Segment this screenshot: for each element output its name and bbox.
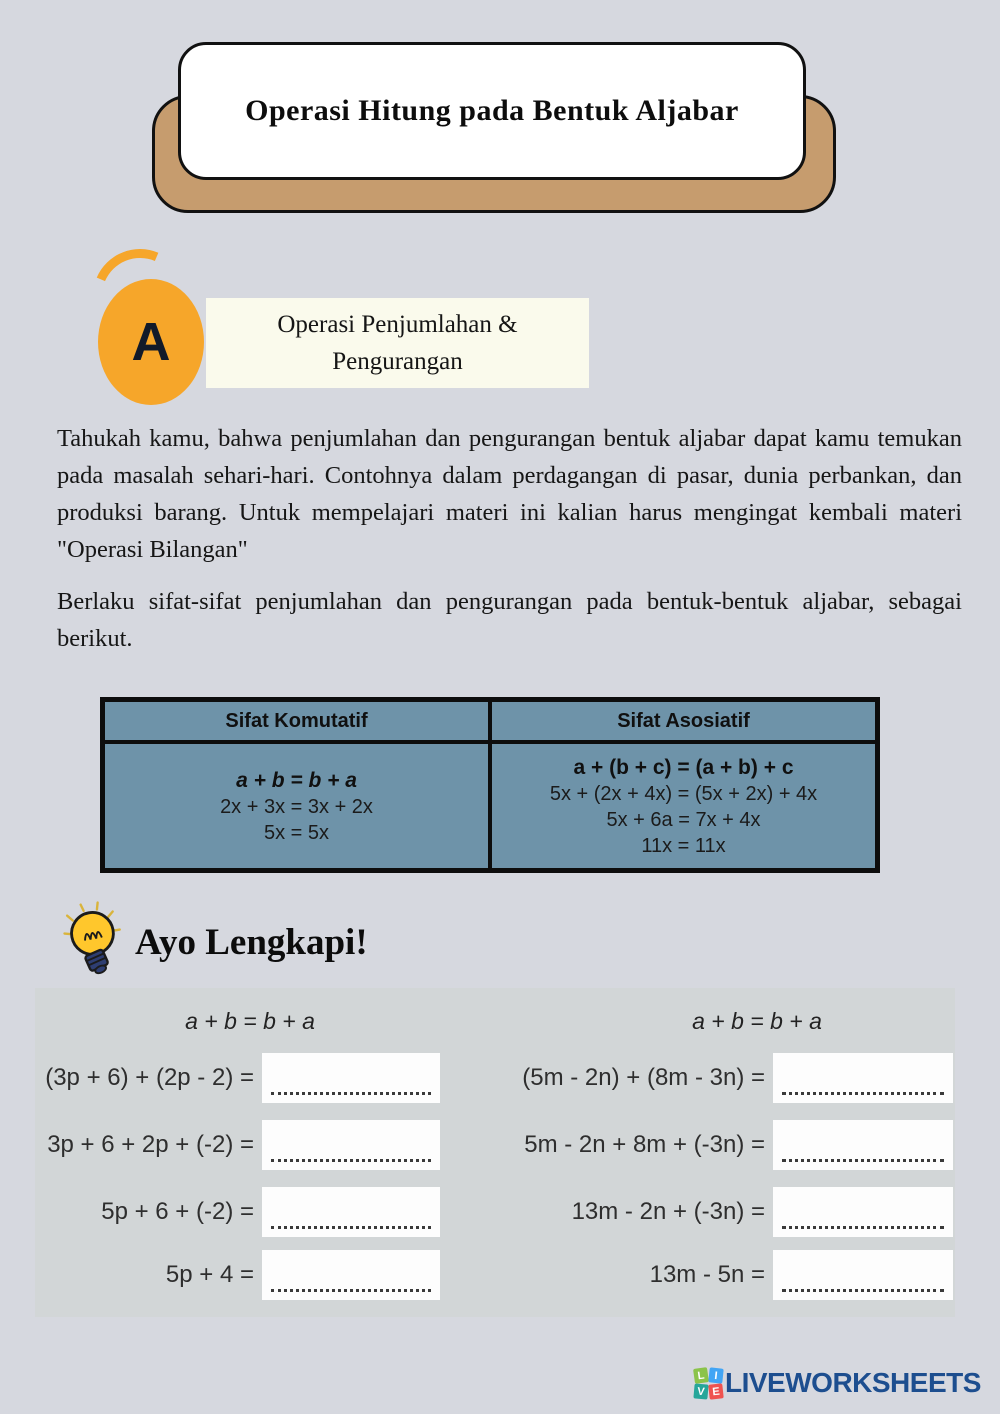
logo-tile-v: V — [693, 1383, 708, 1399]
section-badge-letter: A — [131, 312, 171, 372]
logo-tile-e: E — [708, 1383, 723, 1399]
right-row1-label: (5m - 2n) + (8m - 3n) = — [522, 1064, 765, 1091]
logo-tile-l: L — [693, 1367, 709, 1384]
table-cell-asosiatif — [492, 744, 875, 868]
left-row3-answer-field[interactable] — [262, 1187, 440, 1237]
table-cell-komutatif — [105, 744, 488, 868]
asosiatif-example-3: 11x = 11x — [641, 834, 726, 857]
right-row3-label: 13m - 2n + (-3n) = — [571, 1198, 765, 1225]
right-row3-answer-field[interactable] — [773, 1187, 953, 1237]
exercise-column-right — [495, 988, 955, 1317]
liveworksheets-tiles-icon — [694, 1368, 723, 1399]
left-row1-answer-field[interactable] — [262, 1053, 440, 1103]
right-row1-answer-field[interactable] — [773, 1053, 953, 1103]
table-header-komutatif: Sifat Komutatif — [105, 702, 488, 740]
section-label-line1: Operasi Penjumlahan & — [277, 311, 518, 338]
table-header-asosiatif: Sifat Asosiatif — [492, 702, 875, 740]
activity-heading-row — [55, 898, 368, 986]
left-row1-label: (3p + 6) + (2p - 2) = — [45, 1064, 254, 1091]
left-row4-label: 5p + 4 = — [165, 1261, 254, 1288]
section-badge — [98, 279, 204, 405]
komutatif-example-1: 2x + 3x = 3x + 2x — [220, 795, 373, 818]
title-banner — [178, 42, 806, 180]
logo-tile-i: I — [708, 1367, 723, 1383]
right-column-formula: a + b = b + a — [692, 1008, 822, 1034]
exercise-panel — [35, 988, 955, 1317]
right-row2-answer-field[interactable] — [773, 1120, 953, 1170]
section-label-line2: Pengurangan — [332, 348, 463, 375]
left-column-formula: a + b = b + a — [185, 1008, 315, 1034]
liveworksheets-wordmark: LIVEWORKSHEETS — [725, 1367, 981, 1398]
left-row4-answer-field[interactable] — [262, 1250, 440, 1300]
properties-paragraph: Berlaku sifat-sifat penjumlahan dan pengurangan pada bentuk-bentuk aljabar, sebagai berikut. — [57, 588, 962, 652]
exercise-column-left — [35, 988, 495, 1317]
left-row3-label: 5p + 6 + (-2) = — [101, 1198, 254, 1225]
left-row2-answer-field[interactable] — [262, 1120, 440, 1170]
komutatif-formula: a + b = b + a — [236, 768, 357, 792]
activity-heading: Ayo Lengkapi! — [135, 921, 368, 963]
right-row4-answer-field[interactable] — [773, 1250, 953, 1300]
section-label — [206, 298, 589, 388]
right-row2-label: 5m - 2n + 8m + (-3n) = — [524, 1131, 765, 1158]
page-title: Operasi Hitung pada Bentuk Aljabar — [245, 94, 739, 127]
komutatif-example-2: 5x = 5x — [263, 821, 330, 844]
properties-table — [100, 697, 880, 873]
intro-paragraph: Tahukah kamu, bahwa penjumlahan dan pengurangan bentuk aljabar dapat kamu temukan pada masalah sehari-hari. Contohnya dalam perdagangan di pasar, dunia perbankan, dan produksi barang. Untuk mempelajari materi ini kalian harus mengingat kembali materi "Operasi Bilangan" — [57, 425, 962, 563]
right-row4-label: 13m - 5n = — [649, 1261, 765, 1288]
asosiatif-example-1: 5x + (2x + 4x) = (5x + 2x) + 4x — [549, 782, 818, 805]
liveworksheets-logo[interactable] — [694, 1367, 981, 1399]
asosiatif-example-2: 5x + 6a = 7x + 4x — [606, 808, 761, 831]
lightbulb-icon — [55, 898, 131, 986]
asosiatif-formula: a + (b + c) = (a + b) + c — [573, 755, 794, 779]
left-row2-label: 3p + 6 + 2p + (-2) = — [47, 1131, 254, 1158]
